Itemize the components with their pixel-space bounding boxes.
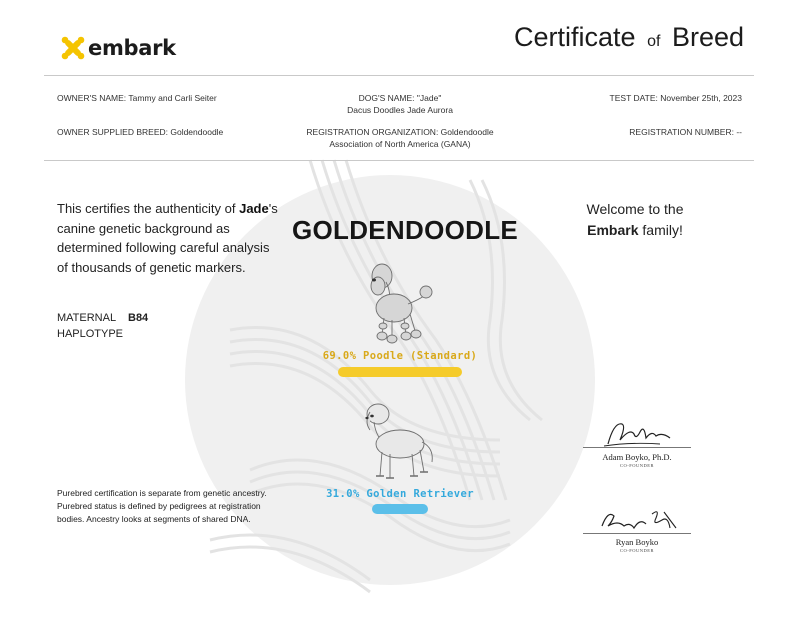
breed-bar-poodle <box>338 367 462 377</box>
dog-name-line2: Dacus Doodles Jade Aurora <box>347 105 453 115</box>
embark-logo <box>60 35 176 61</box>
statement-dog-name: Jade <box>239 201 269 216</box>
welcome-line2 <box>560 220 710 241</box>
logo-wordmark: embark <box>88 36 176 60</box>
signature-ryan-boyko <box>596 504 686 536</box>
signer-name-2: Ryan Boyko <box>615 537 659 547</box>
embark-bone-icon <box>60 35 86 61</box>
signer-name-1: Adam Boyko, Ph.D. <box>602 452 672 462</box>
signer-role-1: CO-FOUNDER <box>619 463 654 468</box>
top-divider <box>44 75 754 76</box>
breed-bar-golden-retriever <box>372 504 428 514</box>
maternal-haplotype-value: B84 <box>128 312 149 324</box>
bottom-divider <box>44 160 754 161</box>
certificate-title <box>514 22 744 53</box>
certification-statement <box>57 199 282 277</box>
title-certificate: Certificate <box>514 22 636 52</box>
purebred-disclaimer: Purebred certification is separate from genetic ancestry. Purebred status is defined by pedigrees at registration bodies. Ancestry looks at segments of shared DNA. <box>57 488 267 524</box>
registration-organization <box>270 126 530 150</box>
maternal-haplotype-label <box>57 310 123 342</box>
title-of: of <box>647 33 661 50</box>
signature-adam-boyko <box>600 414 680 450</box>
statement-pre: This certifies the authenticity of <box>57 201 240 216</box>
signer-role-2: CO-FOUNDER <box>619 548 654 553</box>
dog-name-line1: DOG'S NAME: "Jade" <box>358 93 442 103</box>
welcome-message <box>560 199 710 241</box>
breed-percent-poodle: 69.0% Poodle (Standard) <box>322 350 478 362</box>
test-date: TEST DATE: November 25th, 2023 <box>609 93 742 103</box>
statement-post: 's canine genetic background as determined following careful analysis of thousands of genetic markers. <box>57 201 278 275</box>
welcome-suffix: family! <box>638 222 683 238</box>
haplotype-label-line1: MATERNAL <box>57 312 117 324</box>
signature-line-2 <box>583 533 691 534</box>
registration-number: REGISTRATION NUMBER: -- <box>629 127 742 137</box>
registration-org-line1: REGISTRATION ORGANIZATION: Goldendoodle <box>306 127 494 137</box>
signature-line-1 <box>583 447 691 448</box>
haplotype-label-line2: HAPLOTYPE <box>57 328 124 340</box>
breed-result: GOLDENDOODLE <box>291 215 519 245</box>
welcome-line1: Welcome to the <box>586 201 684 217</box>
welcome-brand: Embark <box>587 222 639 238</box>
dog-name <box>270 92 530 116</box>
title-breed: Breed <box>671 22 744 52</box>
registration-org-line2: Association of North America (GANA) <box>329 139 471 149</box>
golden-retriever-illustration <box>356 398 440 484</box>
owner-supplied-breed: OWNER SUPPLIED BREED: Goldendoodle <box>57 127 224 137</box>
owner-name: OWNER'S NAME: Tammy and Carli Seiter <box>57 93 217 103</box>
breed-percent-golden-retriever: 31.0% Golden Retriever <box>326 488 474 500</box>
poodle-illustration <box>352 256 442 348</box>
